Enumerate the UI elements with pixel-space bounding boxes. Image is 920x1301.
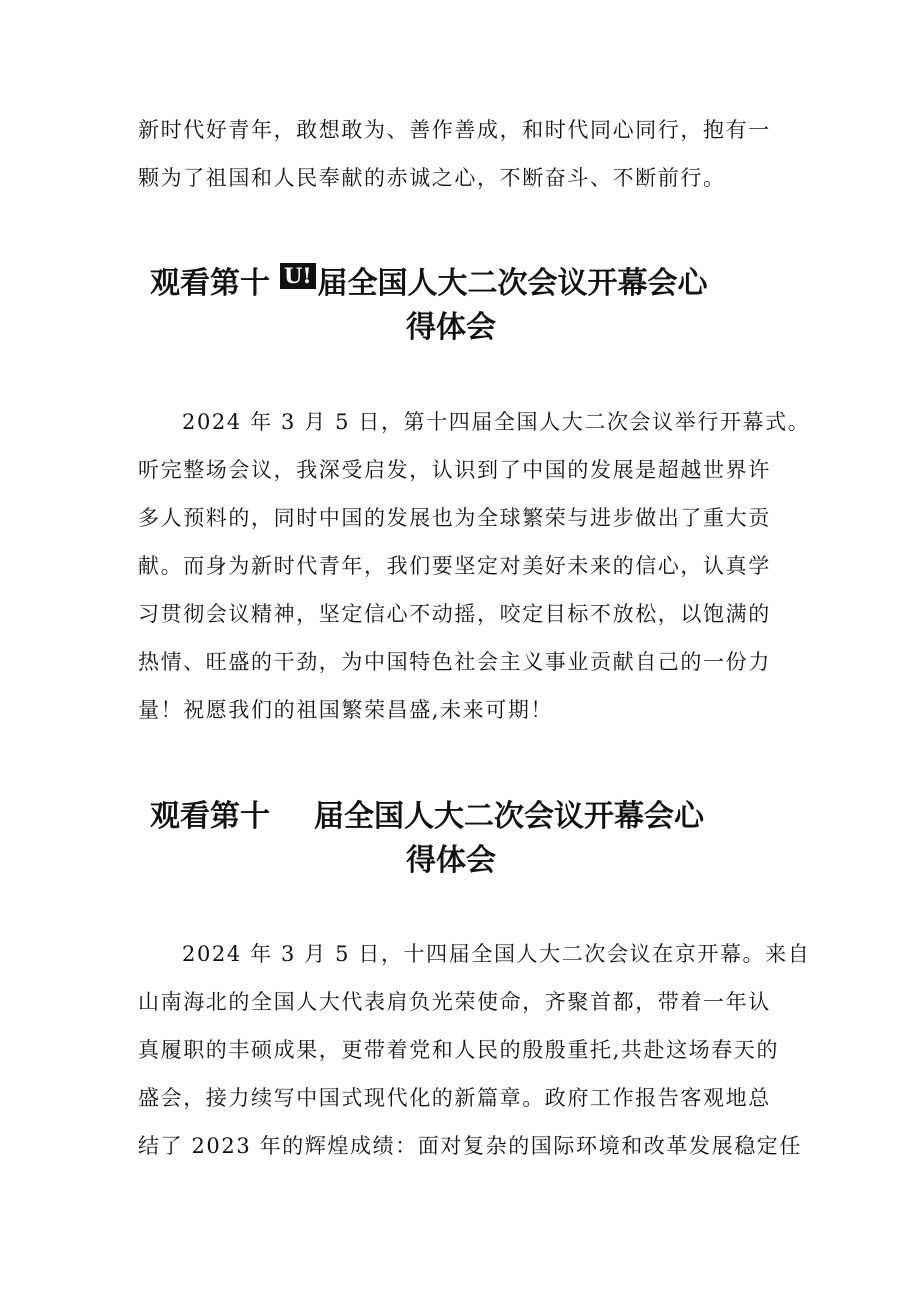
paragraph-line: 量！祝愿我们的祖国繁荣昌盛,未来可期！ (138, 698, 554, 722)
paragraph-line: 热情、旺盛的干劲，为中国特色社会主义事业贡献自己的一份力 (138, 650, 771, 674)
section-2-paragraph (138, 930, 811, 1170)
heading-line-1 (150, 795, 750, 839)
paragraph-line: 新时代好青年，敢想敢为、善作善成，和时代同心同行，抱有一 (138, 118, 771, 142)
paragraph-line: 多人预料的，同时中国的发展也为全球繁荣与进步做出了重大贡 (138, 506, 771, 530)
heading-line-1 (150, 262, 750, 306)
paragraph-line: 真履职的丰硕成果，更带着党和人民的殷殷重托,共赴这场春天的 (138, 1038, 780, 1062)
heading-text-start: 观看第十 (150, 266, 270, 301)
paragraph-line: 结了 2023 年的辉煌成绩：面对复杂的国际环境和改革发展稳定任 (138, 1134, 802, 1158)
paragraph-line: 2024 年 3 月 5 日，第十四届全国人大二次会议举行开幕式。 (182, 410, 811, 434)
heading-text-start: 观看第十 (150, 799, 270, 834)
paragraph-line: 听完整场会议，我深受启发，认识到了中国的发展是超越世界许 (138, 458, 771, 482)
paragraph-line: 山南海北的全国人大代表肩负光荣使命，齐聚首都，带着一年认 (138, 990, 771, 1014)
paragraph-line: 盛会，接力续写中国式现代化的新篇章。政府工作报告客观地总 (138, 1086, 771, 1110)
top-paragraph (138, 106, 798, 202)
section-1-heading (150, 262, 750, 350)
heading-line-2: 得体会 (406, 310, 496, 345)
garbled-glyph-badge: U! (280, 263, 316, 289)
section-2-heading (150, 795, 750, 883)
paragraph-line: 习贯彻会议精神，坚定信心不动摇，咬定目标不放松，以饱满的 (138, 602, 771, 626)
paragraph-line: 颗为了祖国和人民奉献的赤诚之心，不断奋斗、不断前行。 (138, 166, 726, 190)
section-1-paragraph (138, 398, 811, 734)
heading-line-2: 得体会 (406, 843, 496, 878)
paragraph-line: 献。而身为新时代青年，我们要坚定对美好未来的信心，认真学 (138, 554, 771, 578)
heading-text-end: 届全国人大二次会议开幕会心 (314, 799, 704, 834)
paragraph-line: 2024 年 3 月 5 日，十四届全国人大二次会议在京开幕。来自 (182, 942, 811, 966)
heading-text-end: 届全国人大二次会议开幕会心 (317, 266, 708, 301)
